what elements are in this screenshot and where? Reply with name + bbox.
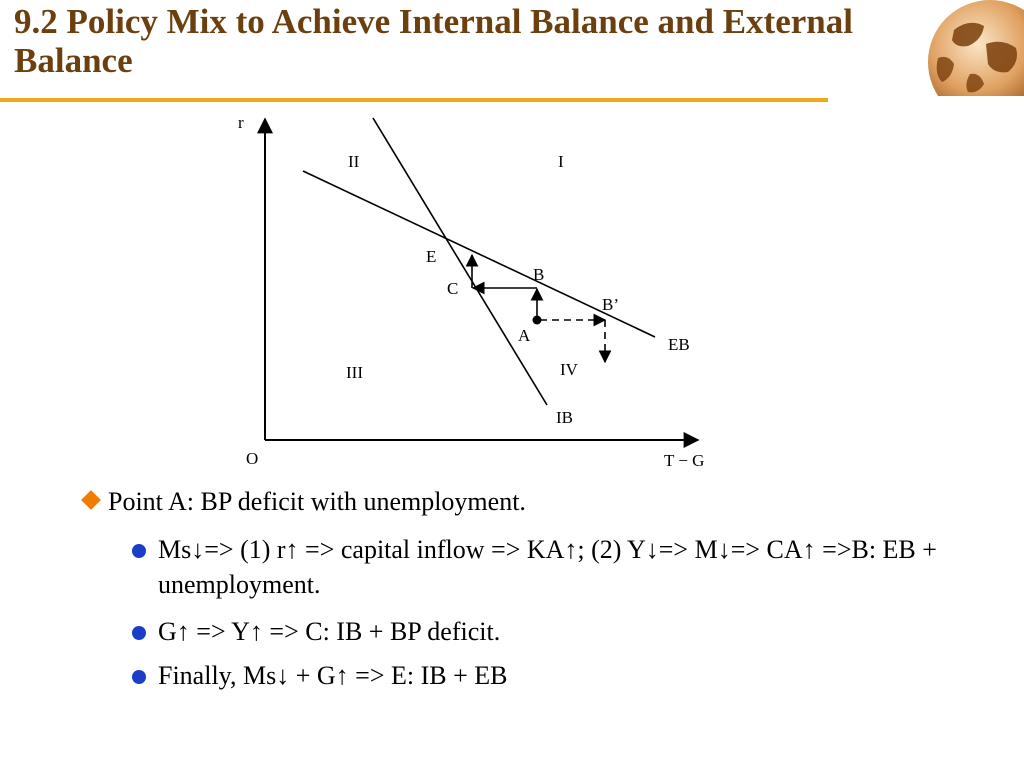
eb-label: EB <box>668 335 690 354</box>
main-bullet-text: Point A: BP deficit with unemployment. <box>108 487 526 516</box>
region-label-iv: IV <box>560 360 578 379</box>
dot-bullet-icon <box>132 544 146 558</box>
region-label-i: I <box>558 152 564 171</box>
origin-label: O <box>246 449 259 468</box>
region-label-iii: III <box>346 363 363 382</box>
axis-x-label: T − G <box>664 451 705 470</box>
region-label-ii: II <box>348 152 360 171</box>
main-bullet <box>82 484 982 520</box>
sub-bullet-text: Ms↓=> (1) r↑ => capital inflow => KA↑; (2) Y↓=> M↓=> CA↑ =>B: EB + unemployment. <box>158 535 937 599</box>
point-e-label: E <box>426 247 437 266</box>
sub-bullet-text: Finally, Ms↓ + G↑ => E: IB + EB <box>158 661 508 690</box>
point-b-label: B <box>533 265 545 284</box>
slide-title: 9.2 Policy Mix to Achieve Internal Balance and External Balance <box>14 2 853 80</box>
point-a-marker <box>533 316 542 325</box>
sub-bullet-text: G↑ => Y↑ => C: IB + BP deficit. <box>158 617 501 646</box>
point-a-label: A <box>518 326 531 345</box>
point-b-prime-label: B’ <box>602 295 619 314</box>
sub-bullet <box>130 614 988 649</box>
point-c-label: C <box>447 279 459 298</box>
dot-bullet-icon <box>132 670 146 684</box>
ib-label: IB <box>556 408 573 427</box>
ib-curve <box>373 118 547 405</box>
dot-bullet-icon <box>132 626 146 640</box>
sub-bullet <box>130 658 988 693</box>
diamond-bullet-icon <box>81 490 101 510</box>
axis-y-label: r <box>238 113 244 132</box>
sub-bullet <box>130 532 988 602</box>
